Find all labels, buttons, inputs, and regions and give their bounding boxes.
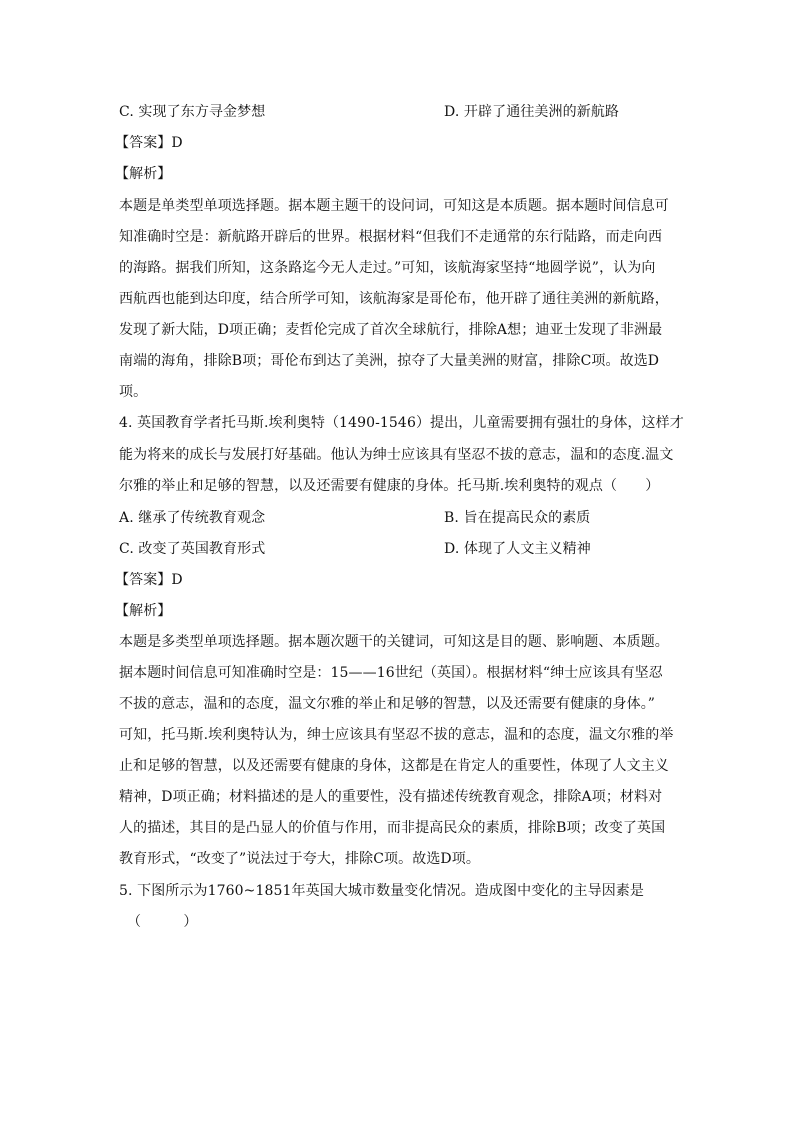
q3-analysis-line: 本题是单类型单项选择题。据本题主题干的设问词，可知这是本质题。据本题时间信息可 [119,198,669,214]
q3-analysis-line: 西航西也能到达印度，结合所学可知，该航海家是哥伦布，他开辟了通往美洲的新航路， [119,291,669,307]
q3-analysis-line: 发现了新大陆，D项正确；麦哲伦完成了首次全球航行，排除A想；迪亚士发现了非洲最 [119,322,663,338]
q4-analysis-label: 【解析】 [115,603,172,619]
q3-option-d: D. 开辟了通往美洲的新航路 [444,104,620,120]
q4-option-d: D. 体现了人文主义精神 [444,541,591,557]
q4-stem-line: 尔雅的举止和足够的智慧，以及还需要有健康的身体。托马斯.埃利奥特的观点（ ） [119,478,660,494]
q3-analysis-line: 南端的海角，排除B项；哥伦布到达了美洲，掠夺了大量美洲的财富，排除C项。故选D [119,353,660,369]
q4-analysis-line: 人的描述，其目的是凸显人的价值与作用，而非提高民众的素质，排除B项；改变了英国 [119,820,666,836]
q3-analysis-label: 【解析】 [115,166,172,182]
q3-option-c: C. 实现了东方寻金梦想 [119,104,266,120]
q4-analysis-line: 精神，D项正确；材料描述的是人的重要性，没有描述传统教育观念，排除A项；材料对 [119,789,663,805]
q4-analysis-line: 不拔的意志，温和的态度，温文尔雅的举止和足够的智慧，以及还需要有健康的身体。” [119,696,656,712]
q4-analysis-line: 止和足够的智慧，以及还需要有健康的身体，这都是在肯定人的重要性，体现了人文主义 [119,758,669,774]
q5-stem-line: 5. 下图所示为1760~1851年英国大城市数量变化情况。造成图中变化的主导因素是 [119,883,644,899]
q4-option-b: B. 旨在提高民众的素质 [444,510,591,526]
q4-stem-line: 能为将来的成长与发展打好基础。他认为绅士应该具有坚忍不拔的意志，温和的态度.温文 [119,447,674,463]
q4-analysis-line: 本题是多类型单项选择题。据本题次题干的关键词，可知这是目的题、影响题、本质题。 [119,634,669,650]
q4-analysis-line: 可知，托马斯.埃利奥特认为，绅士应该具有坚忍不拔的意志，温和的态度，温文尔雅的举 [119,727,674,743]
q3-analysis-line: 的海路。据我们所知，这条路迄今无人走过。”可知，该航海家坚持“地圆学说”，认为向 [119,260,656,276]
q4-analysis-line: 据本题时间信息可知准确时空是：15——16世纪（英国）。根据材料“绅士应该具有坚忍 [119,665,663,681]
q4-option-a: A. 继承了传统教育观念 [119,510,266,526]
q4-stem-line: 4. 英国教育学者托马斯.埃利奥特（1490-1546）提出，儿童需要拥有强壮的身体，这样才 [119,415,684,431]
q4-option-c: C. 改变了英国教育形式 [119,541,266,557]
q4-answer-label: 【答案】D [115,572,183,588]
q3-analysis-line: 知准确时空是：新航路开辟后的世界。根据材料“但我们不走通常的东行陆路，而走向西 [119,229,663,245]
q5-answer-paren: （ ） [127,914,198,930]
q3-analysis-line: 项。 [119,384,148,400]
q4-analysis-line: 教育形式，“改变了”说法过于夸大，排除C项。故选D项。 [119,851,480,867]
q3-answer-label: 【答案】D [115,135,183,151]
